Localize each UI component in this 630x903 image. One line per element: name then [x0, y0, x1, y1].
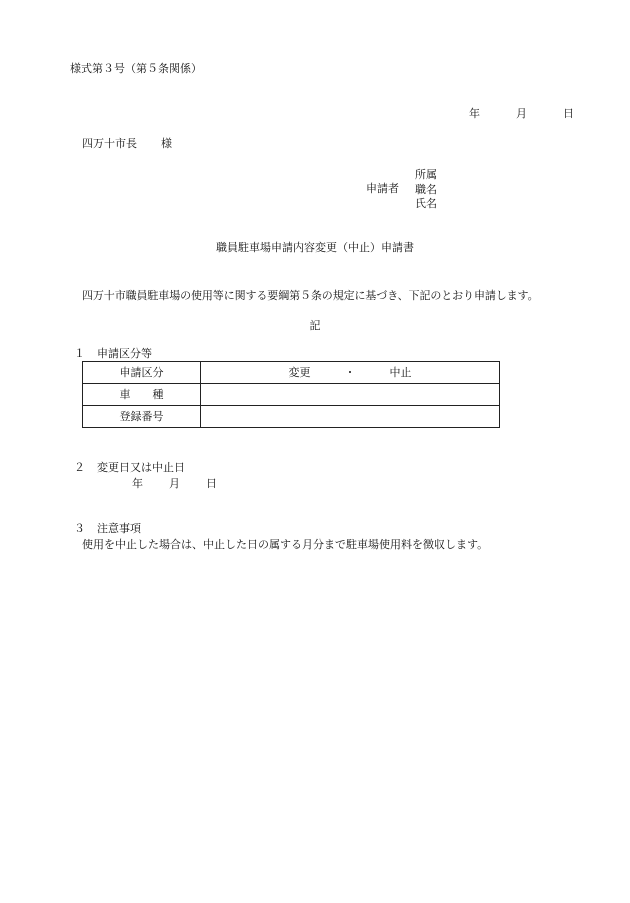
change-date-day: 日 — [206, 477, 217, 490]
application-table — [82, 361, 500, 428]
section-1-number: １ — [74, 347, 85, 360]
vehicle-type-label-a: 車 — [119, 388, 131, 401]
section-1-title: 申請区分等 — [97, 347, 152, 360]
registration-number-label: 登録番号 — [83, 406, 201, 428]
registration-number-field[interactable] — [201, 406, 500, 428]
vehicle-type-label-b: 種 — [152, 388, 164, 401]
change-date-line — [132, 478, 217, 489]
option-stop: 中止 — [389, 366, 412, 379]
vehicle-type-label — [83, 384, 201, 406]
section-2-title: 変更日又は中止日 — [97, 461, 185, 474]
addressee-honorific: 様 — [161, 137, 172, 150]
change-date-month: 月 — [169, 477, 180, 490]
notice-text: 使用を中止した場合は、中止した日の属する月分まで駐車場使用料を徴収します。 — [82, 538, 489, 551]
vehicle-type-field[interactable] — [201, 384, 500, 406]
date-year-label: 年 — [469, 107, 480, 120]
applicant-name-label: 氏名 — [415, 197, 437, 210]
section-3-title: 注意事項 — [97, 522, 141, 535]
addressee-name: 四万十市長 — [82, 137, 137, 150]
addressee — [82, 138, 172, 149]
section-3-heading — [74, 523, 141, 534]
table-row — [83, 406, 500, 428]
application-type-value[interactable] — [201, 362, 500, 384]
application-type-label: 申請区分 — [83, 362, 201, 384]
applicant-fields — [415, 168, 437, 212]
date-line-top — [469, 108, 574, 119]
form-number: 様式第３号（第５条関係） — [70, 62, 202, 75]
body-text: 四万十市職員駐車場の使用等に関する要綱第５条の規定に基づき、下記のとおり申請します。 — [82, 289, 539, 302]
section-2-heading — [74, 462, 185, 473]
section-1-heading — [74, 348, 152, 359]
table-row — [83, 384, 500, 406]
applicant-affiliation-label: 所属 — [415, 168, 437, 181]
table-row — [83, 362, 500, 384]
applicant-label: 申請者 — [366, 182, 399, 195]
document-title: 職員駐車場申請内容変更（中止）申請書 — [216, 241, 414, 254]
section-2-number: ２ — [74, 461, 85, 474]
section-3-number: ３ — [74, 522, 85, 535]
applicant-position-label: 職名 — [415, 182, 437, 196]
change-date-year: 年 — [132, 477, 143, 490]
date-day-label: 日 — [563, 107, 574, 120]
date-month-label: 月 — [516, 107, 527, 120]
option-separator: ・ — [344, 366, 356, 379]
ki-marker: 記 — [309, 319, 321, 332]
option-change: 変更 — [288, 366, 311, 379]
